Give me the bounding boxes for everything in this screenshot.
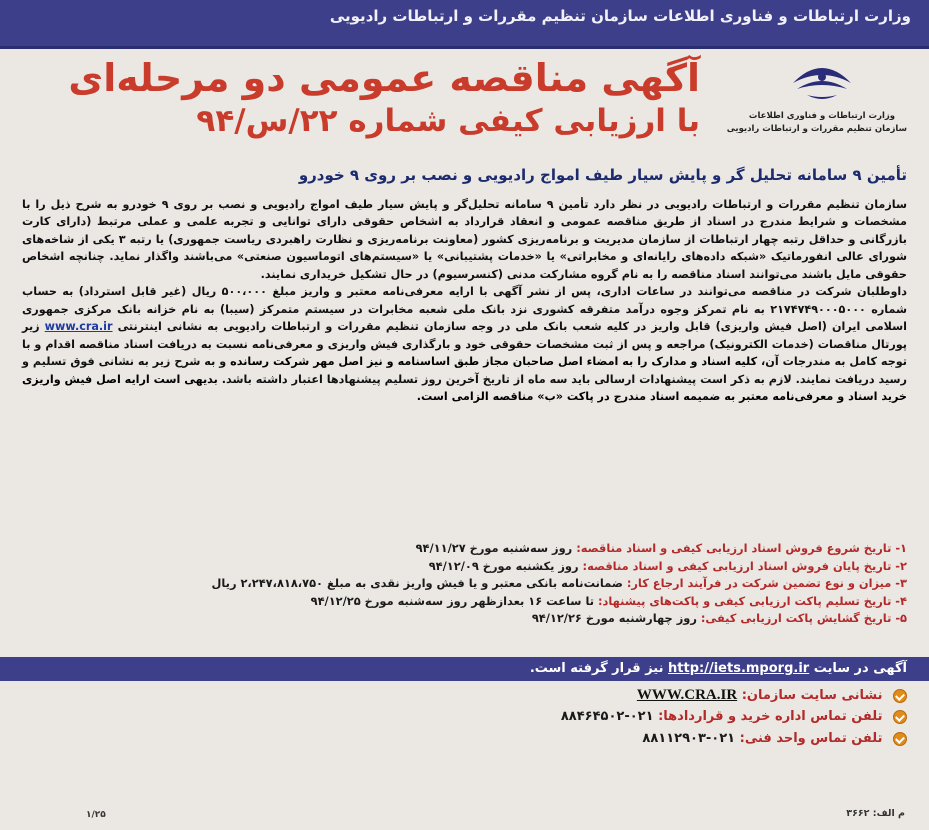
tender-header: [0, 49, 929, 154]
instructions-emphasis-2: بدیهی است ارایه اصل فیش واریزی خرید اسناد و معرفی‌نامه معتبر به ضمیمه اسناد مندرج در پاکت «ب» مناقصه الزامی است.: [22, 372, 907, 403]
logo-caption-ministry: وزارت ارتباطات و فناوری اطلاعات: [748, 111, 896, 121]
instructions-text-2: زیر پورتال مناقصات (خدمات الکترونیک) مراجعه و پس از ثبت مشخصات حقوقی خود و بارگذاری فیش واریزی و معرفی‌نامه نسبت به دریافت اسناد مناقصه اقدام و با توجه کامل به مندرجات آن،: [22, 320, 907, 369]
ministry-header-text: وزارت ارتباطات و فناوری اطلاعات سازمان تنظیم مقررات و ارتباطات رادیویی: [329, 7, 911, 25]
schedule-item: [27, 610, 907, 628]
footer-page-code: ۱/۲۵: [86, 810, 106, 820]
schedule-item-label: ۲- تاریخ پایان فروش اسناد ارزیابی کیفی و اسناد مناقصه:: [582, 558, 907, 573]
footer-reference-number: م الف: ۳۶۶۲: [846, 808, 905, 819]
schedule-item-label: ۳- میزان و نوع تضمین شرکت در فرآیند ارجاع کار:: [626, 576, 907, 591]
contact-label: نشانی سایت سازمان:: [741, 688, 883, 703]
contact-item-website: [307, 684, 907, 706]
schedule-item-value: روز یکشنبه مورخ ۹۴/۱۲/۰۹: [428, 558, 579, 573]
contact-label: تلفن تماس اداره خرید و قراردادها:: [658, 709, 883, 724]
schedule-item: [27, 558, 907, 576]
instructions-text-3: و به شرح زیر به نشانی فوق تسلیم و رسید دریافت نمایند. لازم به ذکر است پیشنهادات ارسالی باید سه ماه از تاریخ آخرین روز تسلیم پیشنهادها اعتبار داشته باشد.: [22, 355, 907, 386]
instructions-text-1: داوطلبان شرکت در مناقصه می‌توانند در ساعات اداری، پس از نشر آگهی با ارایه معرفی‌نامه معتبر و واریز مبلغ ۵۰۰،۰۰۰ ریال (غیر قابل استرداد) به حساب شماره ۲۱۷۴۷۴۹۰۰۰۵۰۰۰ به نام تمرکز وجوه درآمد متفرقه کشوری نزد بانک ملی شعبه مخابرات در سیستم متمرکز (سیبا) به نام خزانه بانک مرکزی جمهوری اسلامی ایران (اصل فیش واریزی) قابل واریز در کلیه شعب بانک ملی در وجه سازمان تنظیم مقررات و ارتباطات رادیویی به نشانی اینترنتی: [22, 285, 907, 334]
ministry-logo: [726, 53, 907, 149]
ministry-header-band: [0, 0, 929, 49]
tender-body: [22, 196, 907, 405]
website-notice-prefix: آگهی در سایت: [813, 661, 907, 676]
technical-phone-number: ۰۲۱-۸۸۱۱۲۹۰۳: [642, 731, 736, 746]
organization-website-link[interactable]: WWW.CRA.IR: [636, 687, 738, 703]
ministry-logo-icon: [787, 53, 857, 103]
iets-website-link[interactable]: http://iets.mporg.ir: [668, 661, 810, 676]
schedule-item: [27, 540, 907, 558]
website-notice-bar: [0, 657, 929, 681]
logo-caption-organization: سازمان تنظیم مقررات و ارتباطات رادیویی: [726, 124, 907, 134]
body-paragraph-instructions: [22, 283, 907, 405]
schedule-item-value: تا ساعت ۱۶ بعدازظهر روز سه‌شنبه مورخ ۹۴/۱۲/۲۵: [310, 593, 595, 608]
tender-subject: تأمین ۹ سامانه تحلیل گر و پایش سیار طیف امواج رادیویی و نصب بر روی ۹ خودرو: [298, 166, 907, 184]
tender-number-title: با ارزیابی کیفی شماره ۲۲/س/۹۴: [196, 103, 700, 139]
schedule-item: [27, 575, 907, 593]
check-bullet-icon: [893, 732, 907, 746]
contact-item-technical-phone: [307, 728, 907, 750]
check-bullet-icon: [893, 710, 907, 724]
cra-website-link[interactable]: www.cra.ir: [44, 320, 113, 334]
body-paragraph-intro: سازمان تنظیم مقررات و ارتباطات رادیویی در نظر دارد تأمین ۹ سامانه تحلیل‌گر و پایش سیار طیف امواج رادیویی و نصب بر روی ۹ خودرو به شرح ذیل را با مشخصات و شرایط مندرج در اسناد از طریق مناقصه عمومی و انعقاد قرارداد به اشخاص حقوقی دارای توانایی و تجربه علمی و عملی مرتبط (دارای کارت بازرگانی و حداقل رتبه چهار ارتباطات از سازمان مدیریت و برنامه‌ریزی کشور (معاونت برنامه‌ریزی و نظارت راهبردی ریاست جمهوری) یا رتبه ۳ یکی از شاخه‌های شورای عالی انفورماتیک «شبکه داده‌های رایانه‌ای و مخابراتی» یا «خدمات پشتیبانی» یا «سیستم‌های اتوماسیون صنعتی» می‌باشند واگذار نماید. چنانچه اشخاص حقوقی مایل باشند می‌توانند اسناد مناقصه را به نام گروه مشارکت مدنی (کنسرسیوم) در حال تشکیل خریداری نمایند.: [22, 198, 908, 281]
schedule-item-label: ۵- تاریخ گشایش پاکت ارزیابی کیفی:: [700, 611, 907, 626]
check-bullet-icon: [893, 689, 907, 703]
schedule-item-value: روز سه‌شنبه مورخ ۹۴/۱۱/۲۷: [415, 541, 573, 555]
instructions-emphasis-1: کلیه اسناد و مدارک را به امضاء اصل صاحبان مجاز طبق اساسنامه و نیز اصل مهر شرکت رسانده: [230, 355, 758, 369]
contact-list: [307, 684, 907, 750]
website-notice-suffix: نیز قرار گرفته است.: [529, 661, 664, 676]
schedule-item-label: ۴- تاریخ تسلیم پاکت ارزیابی کیفی و پاکت‌های پیشنهاد:: [597, 593, 907, 608]
tender-title: آگهی مناقصه عمومی دو مرحله‌ای: [68, 56, 700, 100]
schedule-item: [27, 593, 907, 611]
procurement-phone-number: ۰۲۱-۸۸۴۶۴۵۰۲: [560, 709, 654, 724]
schedule-item-value: ضمانت‌نامه بانکی معتبر و یا فیش واریز نقدی به مبلغ ۲،۲۴۷،۸۱۸،۷۵۰ ریال: [211, 576, 623, 591]
tender-schedule: [27, 540, 907, 628]
schedule-item-label: ۱- تاریخ شروع فروش اسناد ارزیابی کیفی و اسناد مناقصه:: [576, 541, 907, 555]
contact-label: تلفن تماس واحد فنی:: [739, 731, 883, 746]
website-notice: [530, 657, 907, 681]
contact-item-procurement-phone: [307, 706, 907, 728]
schedule-item-value: روز چهارشنبه مورخ ۹۴/۱۲/۲۶: [531, 611, 697, 626]
